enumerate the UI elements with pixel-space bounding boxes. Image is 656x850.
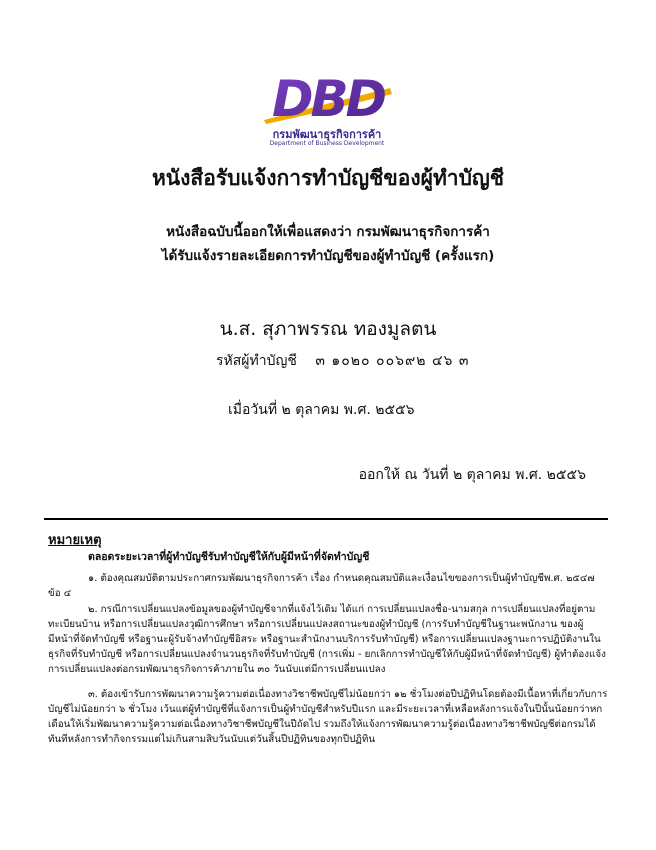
notify-date: เมื่อวันที่ ๒ ตุลาคม พ.ศ. ๒๕๕๖ xyxy=(228,402,415,418)
document-title: หนังสือรับแจ้งการทำบัญชีของผู้ทำบัญชี xyxy=(151,166,505,190)
account-code-label: รหัสผู้ทำบัญชี xyxy=(216,353,297,369)
dbd-logo xyxy=(258,66,398,128)
account-code-value: ๓ ๑๐๒๐ ๐๐๖๙๒ ๔๖ ๓ xyxy=(315,353,470,369)
subtitle-line-1: หนังสือฉบับนี้ออกให้เพื่อแสดงว่า กรมพัฒนาธุรกิจการค้า xyxy=(166,224,490,240)
remarks-intro: ตลอดระยะเวลาที่ผู้ทำบัญชีรับทำบัญชีให้กับผู้มีหน้าที่จัดทำบัญชี xyxy=(88,551,370,563)
logo-wordmark: DBD xyxy=(271,70,385,128)
remarks-heading: หมายเหตุ xyxy=(48,533,102,548)
remark-item-1: ๑. ต้องคุณสมบัติตามประกาศกรมพัฒนาธุรกิจการค้า เรื่อง กำหนดคุณสมบัติและเงื่อนไขของการเป็นผู้ทำบัญชีพ.ศ. ๒๕๔๗ ข้อ ๔ xyxy=(48,573,595,600)
issued-date: ออกให้ ณ วันที่ ๒ ตุลาคม พ.ศ. ๒๕๕๖ xyxy=(358,467,586,483)
remark-item-3: ๓. ต้องเข้ารับการพัฒนาความรู้ความต่อเนื่องทางวิชาชีพบัญชีไม่น้อยกว่า ๑๒ ชั่วโมงต่อปีปฏิทินโดยต้องมีเนื้อหาที่เกี่ยวกับการบัญชีไม่น้อยกว่า ๖ ชั่วโมง เว้นแต่ผู้ทำบัญชีที่แจ้งการเป็นผู้ทำบัญชีสำหรับปีแรก และมีระยะเวลาที่เหลือหลังการแจ้งในปีนั้นน้อยกว่าหกเดือนให้เริ่มพัฒนาความรู้ความต่อเนื่องทางวิชาชีพบัญชีในปีถัดไป รวมถึงให้แจ้งการพัฒนาความรู้ต่อเนื่องทางวิชาชีพบัญชีต่อกรมได้ทันทีหลังการทำกิจกรรมแต่ไม่เกินสามสิบวันนับแต่วันสิ้นปีปฏิทินของทุกปีปฏิทิน xyxy=(48,688,608,746)
person-name: น.ส. สุภาพรรณ ทองมูลตน xyxy=(219,318,437,340)
logo-subtitle-thai: กรมพัฒนาธุรกิจการค้า xyxy=(272,128,382,141)
remarks-body xyxy=(48,550,608,747)
divider xyxy=(44,518,608,520)
logo-subtitle-english: Department of Business Development xyxy=(269,140,385,147)
account-code xyxy=(216,350,469,372)
remark-item-2: ๒. กรณีการเปลี่ยนแปลงข้อมูลของผู้ทำบัญชีจากที่แจ้งไว้เดิม ได้แก่ การเปลี่ยนแปลงชื่อ-นามสกุล การเปลี่ยนแปลงที่อยู่ตามทะเบียนบ้าน หรือการเปลี่ยนแปลงวุฒิการศึกษา หรือการเปลี่ยนแปลงสถานะของผู้ทำบัญชี (การรับทำบัญชีในฐานะพนักงาน ของผู้มีหน้าที่จัดทำบัญชี หรือฐานะผู้รับจ้างทำบัญชีอิสระ หรือฐานะสำนักงานบริการรับทำบัญชี) หรือการเปลี่ยนแปลงฐานะการปฏิบัติงานในธุรกิจที่รับทำบัญชี หรือการเปลี่ยนแปลงจำนวนธุรกิจที่รับทำบัญชี (การเพิ่ม - ยกเลิกการทำบัญชีให้กับผู้มีหน้าที่จัดทำบัญชี) ผู้ทำต้องแจ้งการเปลี่ยนแปลงต่อกรมพัฒนาธุรกิจการค้าภายใน ๓๐ วันนับแต่มีการเปลี่ยนแปลง xyxy=(48,603,606,676)
subtitle-line-2: ได้รับแจ้งรายละเอียดการทำบัญชีของผู้ทำบัญชี (ครั้งแรก) xyxy=(161,248,495,264)
